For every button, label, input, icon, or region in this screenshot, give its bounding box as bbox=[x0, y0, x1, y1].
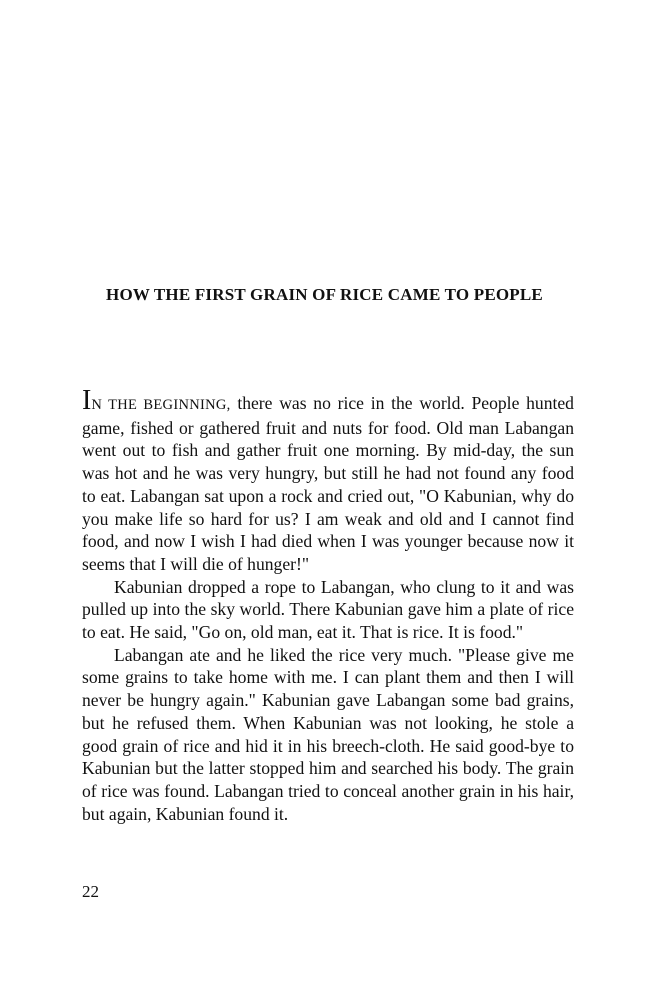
story-paragraph: Labangan ate and he liked the rice very much. "Please give me some grains to take home with me. I can plant them and then I will never be hungry again." Kabunian gave Labangan some bad grains, but he refused them. When Kabunian was not looking, he stole a good grain of rice and hid it in his breech-cloth. He said good-bye to Kabunian but the latter stopped him and searched his body. The grain of rice was found. Labangan tried to conceal another grain in his hair, but again, Kabunian found it. bbox=[82, 644, 574, 824]
story-paragraph: Kabunian dropped a rope to Labangan, who clung to it and was pulled up into the sky world. There Kabunian gave him a plate of rice to eat. He said, "Go on, old man, eat it. That is rice. It is food." bbox=[82, 576, 574, 643]
paragraph-text: there was no rice in the world. People hunted game, fished or gathered fruit and nuts for food. Old man Labangan went out to fish and gather fruit one morning. By mid-day, the sun was hot and he was very hungry, but still he had not found any food to eat. Labangan sat upon a rock and cried out, "O Kabunian, why do you make life so hard for us? I am weak and old and I cannot find food, and now I wish I had died when I was younger because now it seems that I will die of hunger!" bbox=[82, 393, 574, 574]
opening-smallcaps: N THE BEGINNING, bbox=[91, 397, 231, 413]
page-number: 22 bbox=[82, 882, 99, 901]
story-body bbox=[82, 385, 574, 825]
drop-cap: I bbox=[82, 385, 92, 416]
page-title: HOW THE FIRST GRAIN OF RICE CAME TO PEOPLE bbox=[106, 285, 543, 304]
story-paragraph bbox=[82, 385, 574, 576]
